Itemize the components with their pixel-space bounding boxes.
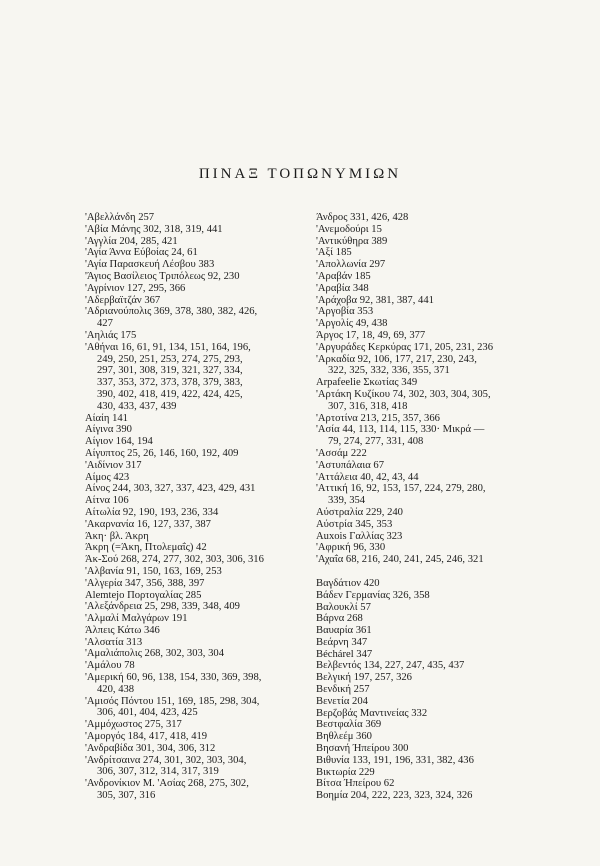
entry-text: 'Αμοργός 184, 417, 418, 419: [85, 731, 208, 743]
entry-text: Άκρη (=Άκη, Πτολεμαΐς) 42: [85, 542, 207, 554]
index-entry: [85, 719, 303, 731]
entry-continuation: 307, 316, 318, 418: [328, 400, 408, 412]
entry-text: Αίγιον 164, 194: [85, 436, 153, 448]
index-entry: [316, 413, 526, 425]
entry-text: 'Αραβάν 185: [316, 270, 371, 282]
entry-continuation: 297, 301, 308, 319, 321, 327, 334,: [97, 365, 243, 377]
index-entry: [85, 648, 303, 660]
entry-continuation: 420, 438: [97, 683, 135, 695]
entry-text: Auxois Γαλλίας 323: [316, 530, 403, 542]
entry-continuation: 249, 250, 251, 253, 274, 275, 293,: [97, 353, 243, 365]
index-entry: [85, 601, 303, 613]
index-entry: [316, 212, 526, 224]
index-entry: [316, 271, 526, 283]
entry-text: 'Αστυπάλαια 67: [316, 459, 385, 471]
index-entry: [85, 271, 303, 283]
entry-text: Βησανή Ήπείρου 300: [316, 743, 409, 755]
index-entry: [316, 483, 526, 507]
index-entry: [316, 790, 526, 802]
entry-text: 'Αρκαδία 92, 106, 177, 217, 230, 243,: [316, 353, 477, 365]
entry-text: Άλπεις Κάτω 346: [85, 624, 160, 636]
entry-text: 'Αράχοβα 92, 381, 387, 441: [316, 294, 434, 306]
entry-text: 'Αρτάκη Κυζίκου 74, 302, 303, 304, 305,: [316, 388, 491, 400]
index-entry: [85, 483, 303, 495]
index-entry: [85, 236, 303, 248]
entry-text: 'Ασσάμ 222: [316, 447, 367, 459]
index-entry: [316, 448, 526, 460]
entry-text: 'Αττική 16, 92, 153, 157, 224, 279, 280,: [316, 483, 486, 495]
entry-text: Άργος 17, 18, 49, 69, 377: [316, 329, 426, 341]
entry-text: 'Αργολίς 49, 438: [316, 318, 388, 330]
index-entry: [85, 436, 303, 448]
index-entry: [316, 778, 526, 790]
entry-continuation: 339, 354: [328, 495, 366, 507]
index-entry: [85, 672, 303, 696]
index-entry: [316, 602, 526, 614]
entry-continuation: 427: [97, 318, 113, 330]
entry-text: 'Ανδραβίδα 301, 304, 306, 312: [85, 742, 216, 754]
entry-text: 'Αιδίνιον 317: [85, 459, 142, 471]
index-entry: [85, 424, 303, 436]
index-entry: [316, 672, 526, 684]
entry-text: 'Αδερβαϊτζάν 367: [85, 294, 161, 306]
index-entry: [85, 625, 303, 637]
entry-text: 'Αδριανούπολις 369, 378, 380, 382, 426,: [85, 306, 258, 318]
index-entry: [316, 531, 526, 543]
index-entry: [316, 318, 526, 330]
index-entry: [85, 259, 303, 271]
entry-text: Άνδρος 331, 426, 428: [316, 212, 409, 223]
entry-text: 'Αμισός Πόντου 151, 169, 185, 298, 304,: [85, 695, 260, 707]
index-entry: [316, 389, 526, 413]
index-entry: [316, 696, 526, 708]
section-gap: [316, 566, 526, 578]
entry-text: 'Αγγλία 204, 285, 421: [85, 235, 178, 247]
index-entry: [85, 472, 303, 484]
index-entry: [85, 330, 303, 342]
index-entry: [85, 743, 303, 755]
entry-text: Βίτσα Ήπείρου 62: [316, 778, 395, 790]
index-entry: [85, 554, 303, 566]
index-entry: [316, 767, 526, 779]
index-entry: [85, 755, 303, 779]
entry-text: Βικτωρία 229: [316, 766, 375, 778]
entry-text: Βερζοβάς Μαντινείας 332: [316, 707, 428, 719]
entry-text: 'Αμμόχωστος 275, 317: [85, 719, 182, 731]
index-entry: [316, 625, 526, 637]
entry-text: 'Αττάλεια 40, 42, 43, 44: [316, 471, 419, 483]
index-entry: [85, 542, 303, 554]
entry-text: Βαγδάτιον 420: [316, 577, 380, 589]
index-entry: [316, 247, 526, 259]
index-entry: [85, 578, 303, 590]
entry-text: 'Ασία 44, 113, 114, 115, 330· Μικρά —: [316, 424, 485, 436]
entry-text: Αίαίη 141: [85, 412, 128, 424]
entry-continuation: 337, 353, 372, 373, 378, 379, 383,: [97, 377, 243, 389]
entry-continuation: 79, 274, 277, 331, 408: [328, 436, 424, 448]
entry-text: Βαυαρία 361: [316, 625, 372, 637]
index-entry: [316, 295, 526, 307]
index-entry: [316, 283, 526, 295]
page-title: ΠΙΝΑΞ ΤΟΠΩΝΥΜΙΩΝ: [198, 166, 402, 182]
entry-text: Βάδεν Γερμανίας 326, 358: [316, 589, 430, 601]
entry-text: 'Ακαρνανία 16, 127, 337, 387: [85, 518, 211, 530]
entry-continuation: 306, 401, 404, 423, 425: [97, 707, 198, 719]
entry-text: 'Αφρική 96, 330: [316, 542, 386, 554]
entry-text: Βαλουκλί 57: [316, 601, 371, 613]
entry-text: Βιθυνία 133, 191, 196, 331, 382, 436: [316, 754, 474, 766]
entry-text: 'Αλμαλί Μαλγάρων 191: [85, 613, 188, 625]
entry-text: 'Αβία Μάνης 302, 318, 319, 441: [85, 223, 223, 235]
entry-text: 'Αντικύθηρα 389: [316, 235, 388, 247]
entry-text: Αίτωλία 92, 190, 193, 236, 334: [85, 506, 219, 518]
index-entry: [316, 578, 526, 590]
entry-text: 'Αλβανία 91, 150, 163, 169, 253: [85, 565, 222, 577]
index-entry: [316, 542, 526, 554]
index-entry: [85, 247, 303, 259]
index-entry: [85, 342, 303, 413]
entry-text: 'Αργυράδες Κερκύρας 171, 205, 231, 236: [316, 341, 493, 353]
index-entry: [85, 566, 303, 578]
index-entry: [316, 743, 526, 755]
index-entry: [85, 495, 303, 507]
entry-continuation: 430, 433, 437, 439: [97, 400, 177, 412]
entry-text: 'Αμερική 60, 96, 138, 154, 330, 369, 398,: [85, 672, 262, 684]
index-entry: [316, 708, 526, 720]
index-entry: [316, 354, 526, 378]
entry-text: 'Αλεξάνδρεια 25, 298, 339, 348, 409: [85, 601, 240, 613]
entry-text: Αίνος 244, 303, 327, 337, 423, 429, 431: [85, 483, 256, 495]
entry-text: Béchárel 347: [316, 648, 373, 660]
index-entry: [316, 472, 526, 484]
index-entry: [316, 224, 526, 236]
entry-continuation: 390, 402, 418, 419, 422, 424, 425,: [97, 388, 243, 400]
index-entry: [316, 590, 526, 602]
entry-text: Βενετία 204: [316, 695, 368, 707]
index-entry: [85, 660, 303, 672]
entry-text: 'Αχαΐα 68, 216, 240, 241, 245, 246, 321: [316, 554, 484, 566]
entry-text: Βενδική 257: [316, 684, 370, 696]
entry-continuation: 305, 307, 316: [97, 790, 156, 802]
entry-text: 'Αρτοτίνα 213, 215, 357, 366: [316, 412, 440, 424]
entry-text: 'Ανδρίτσαινα 274, 301, 302, 303, 304,: [85, 754, 247, 766]
index-entry: [316, 377, 526, 389]
index-entry: [316, 330, 526, 342]
index-entry: [316, 342, 526, 354]
index-entry: [316, 649, 526, 661]
index-entry: [85, 224, 303, 236]
entry-text: Arpafeelie Σκωτίας 349: [316, 377, 418, 389]
index-entry: [316, 755, 526, 767]
entry-text: 'Ανεμοδούρι 15: [316, 223, 382, 235]
index-entry: [85, 413, 303, 425]
index-column-right: [316, 212, 526, 802]
entry-text: Βεάρνη 347: [316, 636, 368, 648]
entry-text: 'Αηλιάς 175: [85, 329, 137, 341]
entry-continuation: 306, 307, 312, 314, 317, 319: [97, 766, 219, 778]
entry-text: Βάρνα 268: [316, 613, 363, 625]
index-entry: [316, 306, 526, 318]
index-entry: [85, 590, 303, 602]
entry-text: Αύστρία 345, 353: [316, 518, 393, 530]
entry-text: 'Άγιος Βασίλειος Τριπόλεως 92, 230: [85, 270, 240, 282]
index-entry: [85, 507, 303, 519]
entry-text: Αίγυπτος 25, 26, 146, 160, 192, 409: [85, 447, 239, 459]
entry-text: Άκ-Σού 268, 274, 277, 302, 303, 306, 316: [85, 554, 264, 566]
entry-text: 'Αμαλιάπολις 268, 302, 303, 304: [85, 648, 224, 660]
index-entry: [316, 507, 526, 519]
index-entry: [316, 684, 526, 696]
index-entry: [316, 554, 526, 566]
index-entry: [316, 424, 526, 448]
index-entry: [85, 306, 303, 330]
entry-text: Αύστραλία 229, 240: [316, 506, 403, 518]
entry-text: Βελβεντός 134, 227, 247, 435, 437: [316, 660, 465, 672]
entry-text: 'Αμάλου 78: [85, 660, 135, 672]
index-column-left: [85, 212, 303, 802]
index-entry: [85, 460, 303, 472]
index-entry: [316, 236, 526, 248]
index-entry: [316, 660, 526, 672]
index-entry: [85, 519, 303, 531]
index-entry: [316, 613, 526, 625]
index-entry: [85, 778, 303, 802]
entry-text: Άκη· βλ. Άκρη: [85, 530, 149, 542]
index-entry: [316, 460, 526, 472]
index-entry: [85, 637, 303, 649]
entry-text: 'Αλσατία 313: [85, 636, 143, 648]
index-entry: [85, 696, 303, 720]
entry-text: 'Αβελλάνδη 257: [85, 212, 155, 223]
entry-text: 'Αγία Άννα Εύβοίας 24, 61: [85, 247, 198, 259]
index-entry: [85, 448, 303, 460]
index-entry: [85, 283, 303, 295]
entry-text: 'Αξί 185: [316, 247, 352, 259]
entry-text: 'Ανδρονίκιον Μ. 'Ασίας 268, 275, 302,: [85, 778, 249, 790]
entry-text: Αίγινα 390: [85, 424, 132, 436]
entry-text: Βεστφαλία 369: [316, 719, 382, 731]
entry-text: 'Αθήναι 16, 61, 91, 134, 151, 164, 196,: [85, 341, 251, 353]
entry-text: 'Αγρίνιον 127, 295, 366: [85, 282, 186, 294]
index-entry: [316, 719, 526, 731]
entry-text: Alemtejo Πορτογαλίας 285: [85, 589, 202, 601]
entry-text: 'Αραβία 348: [316, 282, 369, 294]
entry-text: Βελγική 197, 257, 326: [316, 672, 412, 684]
entry-text: Βοημία 204, 222, 223, 323, 324, 326: [316, 790, 473, 802]
entry-text: 'Απολλωνία 297: [316, 259, 386, 271]
index-entry: [316, 637, 526, 649]
index-entry: [85, 613, 303, 625]
entry-text: 'Αλγερία 347, 356, 388, 397: [85, 577, 205, 589]
index-entry: [85, 531, 303, 543]
index-entry: [316, 731, 526, 743]
entry-continuation: 322, 325, 332, 336, 355, 371: [328, 365, 450, 377]
entry-text: Αίτνα 106: [85, 495, 129, 507]
entry-text: Βηθλεέμ 360: [316, 731, 372, 743]
index-entry: [316, 259, 526, 271]
index-entry: [85, 295, 303, 307]
entry-text: 'Αγία Παρασκευή Λέσβου 383: [85, 259, 215, 271]
index-entry: [316, 519, 526, 531]
index-entry: [85, 731, 303, 743]
entry-text: Αίμος 423: [85, 471, 130, 483]
entry-text: 'Αργοβία 353: [316, 306, 374, 318]
index-entry: [85, 212, 303, 224]
